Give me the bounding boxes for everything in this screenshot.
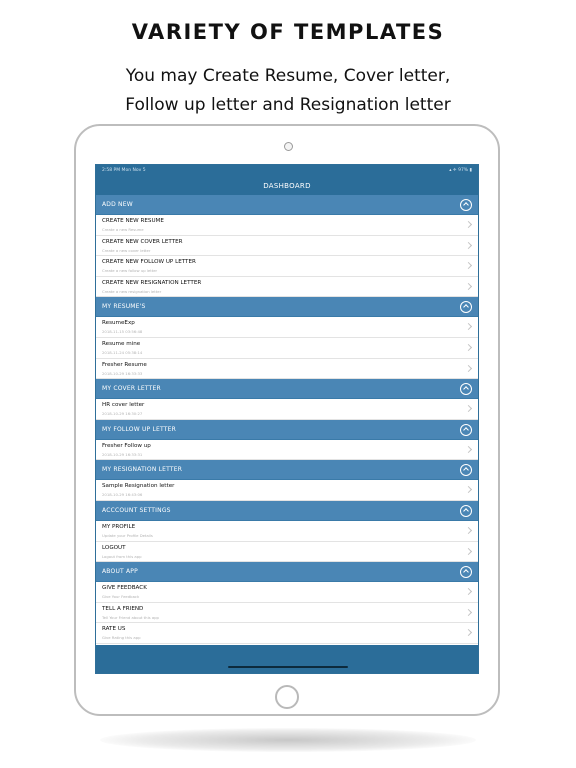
list-item[interactable] bbox=[96, 317, 478, 338]
arrow-up-circle-icon[interactable] bbox=[460, 301, 472, 313]
chevron-right-icon bbox=[465, 323, 472, 330]
list-item[interactable] bbox=[96, 603, 478, 624]
section-header-label: MY FOLLOW UP LETTER bbox=[102, 425, 176, 433]
list-item-title: MY PROFILE bbox=[102, 523, 136, 530]
section-header bbox=[96, 379, 478, 399]
list-item-title: ResumeExp bbox=[102, 320, 135, 327]
list-item-subtitle: 2018-10-29 16:30:27 bbox=[102, 411, 143, 417]
list-item-subtitle: 2018-11-15 03:56:48 bbox=[102, 329, 143, 335]
section-header-label: MY COVER LETTER bbox=[102, 385, 161, 393]
arrow-up-circle-icon[interactable] bbox=[460, 566, 472, 578]
list-item[interactable] bbox=[96, 542, 478, 563]
list-item-subtitle: Create a new cover letter bbox=[102, 247, 151, 253]
chevron-right-icon bbox=[465, 242, 472, 249]
list-item-subtitle: Logout from this app bbox=[102, 553, 142, 559]
list-item-subtitle: 2018-10-29 16:33:31 bbox=[102, 451, 143, 457]
list-item-subtitle: 2018-11-24 05:38:14 bbox=[102, 349, 143, 355]
list-item-title: Resume mine bbox=[102, 340, 141, 347]
chevron-right-icon bbox=[465, 283, 472, 290]
device-shadow bbox=[100, 728, 476, 752]
list-item-subtitle: 2018-10-29 16:33:33 bbox=[102, 370, 143, 376]
arrow-up-circle-icon[interactable] bbox=[460, 505, 472, 517]
arrow-up-circle-icon[interactable] bbox=[460, 383, 472, 395]
list-item[interactable] bbox=[96, 215, 478, 236]
list-item[interactable] bbox=[96, 359, 478, 380]
list-item-title: RATE US bbox=[102, 626, 126, 633]
list-item[interactable] bbox=[96, 338, 478, 359]
tab-bar bbox=[96, 645, 478, 673]
list-item[interactable] bbox=[96, 236, 478, 257]
list-item-subtitle: Update your Profile Details bbox=[102, 532, 153, 538]
promo-subtitle-line2: Follow up letter and Resignation letter bbox=[125, 95, 451, 115]
list-item-subtitle: Tell Your Friend about this app bbox=[102, 614, 159, 620]
list-item-subtitle: Give Rating this app bbox=[102, 635, 141, 641]
chevron-right-icon bbox=[465, 365, 472, 372]
list-item-title: Fresher Resume bbox=[102, 361, 147, 368]
camera-icon bbox=[284, 142, 293, 151]
status-bar bbox=[96, 165, 478, 177]
status-indicators: ▴ ✈ 97% ▮ bbox=[449, 168, 472, 173]
chevron-right-icon bbox=[465, 527, 472, 534]
section-header bbox=[96, 562, 478, 582]
chevron-right-icon bbox=[465, 486, 472, 493]
section-header bbox=[96, 460, 478, 480]
page-title: DASHBOARD bbox=[263, 182, 311, 190]
list-item-title: CREATE NEW FOLLOW UP LETTER bbox=[102, 259, 196, 266]
section-header-label: MY RESIGNATION LETTER bbox=[102, 466, 183, 474]
section-header bbox=[96, 420, 478, 440]
list-item[interactable] bbox=[96, 623, 478, 644]
section-header bbox=[96, 501, 478, 521]
chevron-right-icon bbox=[465, 446, 472, 453]
chevron-right-icon bbox=[465, 609, 472, 616]
section-header-label: MY RESUME'S bbox=[102, 303, 146, 311]
list-item-title: HR cover letter bbox=[102, 402, 145, 409]
chevron-right-icon bbox=[465, 221, 472, 228]
section-header-label: ACCCOUNT SETTINGS bbox=[102, 506, 171, 514]
list-item[interactable] bbox=[96, 399, 478, 420]
list-item-title: CREATE NEW RESUME bbox=[102, 218, 164, 224]
list-item[interactable] bbox=[96, 582, 478, 603]
list-item-title: Fresher Follow up bbox=[102, 442, 151, 449]
section-header bbox=[96, 297, 478, 317]
list-item-title: CREATE NEW COVER LETTER bbox=[102, 238, 183, 245]
status-time: 2:58 PM Mon Nov 5 bbox=[102, 168, 146, 173]
arrow-up-circle-icon[interactable] bbox=[460, 424, 472, 436]
list-item-subtitle: 2018-10-29 16:43:06 bbox=[102, 492, 143, 498]
list-item-title: GIVE FEEDBACK bbox=[102, 585, 147, 592]
dashboard-list bbox=[96, 195, 478, 644]
list-item-title: Sample Resignation letter bbox=[102, 483, 175, 490]
promo-subtitle bbox=[0, 62, 576, 120]
list-item-subtitle: Give Your Feedback bbox=[102, 594, 140, 600]
list-item-title: LOGOUT bbox=[102, 544, 126, 551]
list-item[interactable] bbox=[96, 480, 478, 501]
chevron-right-icon bbox=[465, 547, 472, 554]
list-item[interactable] bbox=[96, 521, 478, 542]
home-indicator bbox=[228, 666, 348, 668]
promo-title: VARIETY OF TEMPLATES bbox=[131, 20, 445, 44]
list-item[interactable] bbox=[96, 256, 478, 277]
chevron-right-icon bbox=[465, 629, 472, 636]
list-item-subtitle: Create a new resignation letter bbox=[102, 288, 162, 294]
list-item-subtitle: Create a new Resume bbox=[102, 227, 144, 232]
chevron-right-icon bbox=[465, 588, 472, 595]
list-item[interactable] bbox=[96, 277, 478, 298]
arrow-up-circle-icon[interactable] bbox=[460, 199, 472, 211]
chevron-right-icon bbox=[465, 405, 472, 412]
section-header-label: ADD NEW bbox=[102, 201, 133, 208]
section-header-label: ABOUT APP bbox=[102, 568, 138, 576]
promo-subtitle-line1: You may Create Resume, Cover letter, bbox=[125, 66, 451, 86]
chevron-right-icon bbox=[465, 262, 472, 269]
chevron-right-icon bbox=[465, 344, 472, 351]
list-item-title: CREATE NEW RESIGNATION LETTER bbox=[102, 279, 202, 286]
app-screen bbox=[95, 164, 479, 674]
home-button[interactable] bbox=[275, 685, 299, 709]
nav-bar bbox=[96, 177, 478, 195]
list-item-subtitle: Create a new follow up letter bbox=[102, 268, 158, 274]
list-item-title: TELL A FRIEND bbox=[102, 605, 144, 612]
list-item[interactable] bbox=[96, 440, 478, 461]
section-header bbox=[96, 195, 478, 215]
arrow-up-circle-icon[interactable] bbox=[460, 464, 472, 476]
